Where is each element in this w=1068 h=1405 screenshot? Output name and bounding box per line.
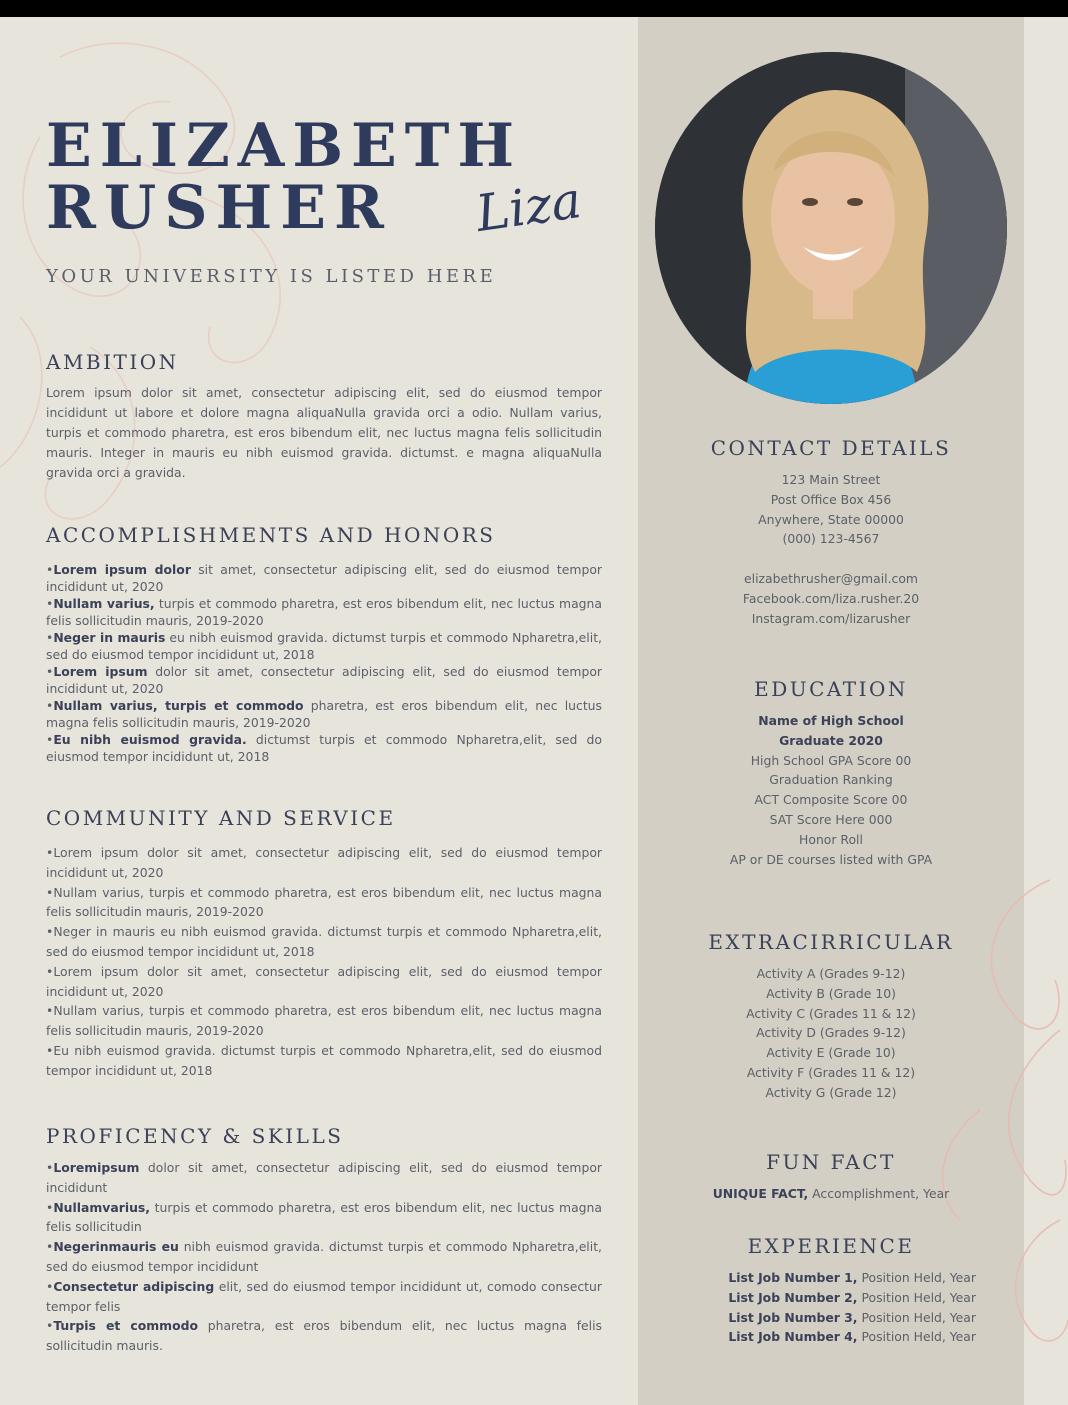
activity-item: Activity F (Grades 11 & 12) xyxy=(746,1064,916,1080)
skills-heading: PROFICENCY & SKILLS xyxy=(46,1124,344,1148)
education-heading: EDUCATION xyxy=(754,677,908,701)
list-item: • Nullam varius, turpis et commodo pharetra, est eros bibendum elit, nec luctus magna felis sollicitudin mauris, 2019-2020 xyxy=(46,883,602,923)
education-line: AP or DE courses listed with GPA xyxy=(729,851,933,867)
accomplishments-list xyxy=(46,561,602,765)
list-item: • Lorem ipsum dolor sit amet, consectetur adipiscing elit, sed do eiusmod tempor incididunt ut, 2020 xyxy=(46,962,602,1002)
education-line: Graduation Ranking xyxy=(769,772,893,788)
first-name: ELIZABETH xyxy=(46,111,523,181)
nickname-signature: Liza xyxy=(472,170,585,244)
address-street: 123 Main Street xyxy=(781,472,881,487)
list-item: • Nullamvarius, turpis et commodo pharetra, est eros bibendum elit, nec luctus magna felis sollicitudin xyxy=(46,1198,602,1238)
list-item: • Lorem ipsum dolor sit amet, consectetur adipiscing elit, sed do eiusmod tempor incididunt ut, 2020 xyxy=(46,561,602,595)
portrait-icon xyxy=(655,52,1007,404)
contact-online xyxy=(638,569,1024,628)
last-name: RUSHER xyxy=(46,173,392,243)
contact-address xyxy=(638,470,1024,549)
address-city: Anywhere, State 00000 xyxy=(758,511,904,527)
phone-number: (000) 123-4567 xyxy=(782,531,880,547)
education-line: High School GPA Score 00 xyxy=(750,752,912,768)
activity-item: Activity G (Grade 12) xyxy=(765,1084,897,1100)
list-item: • Neger in mauris eu nibh euismod gravida. dictumst turpis et commodo Npharetra,elit, sed do eiusmod tempor incididunt ut, 2018 xyxy=(46,922,602,962)
graduation-year: Graduate 2020 xyxy=(779,732,883,748)
activity-item: Activity C (Grades 11 & 12) xyxy=(746,1005,916,1021)
list-item: • Neger in mauris eu nibh euismod gravida. dictumst turpis et commodo Npharetra,elit, sed do eiusmod tempor incididunt ut, 2018 xyxy=(46,629,602,663)
list-item: List Job Number 4, Position Held, Year xyxy=(728,1329,976,1345)
list-item: • Lorem ipsum dolor sit amet, consectetur adipiscing elit, sed do eiusmod tempor incididunt ut, 2020 xyxy=(46,843,602,883)
list-item: • Lorem ipsum dolor sit amet, consectetur adipiscing elit, sed do eiusmod tempor incididunt ut, 2020 xyxy=(46,663,602,697)
facebook-text: Facebook.com/liza.rusher.20 xyxy=(742,590,920,606)
address-po-box: Post Office Box 456 xyxy=(770,491,892,507)
education-line: Honor Roll xyxy=(799,831,863,847)
email-text: elizabethrusher@gmail.com xyxy=(744,571,918,586)
floral-decoration-icon xyxy=(0,17,330,577)
experience-list xyxy=(638,1268,976,1347)
list-item: List Job Number 1, Position Held, Year xyxy=(728,1270,976,1285)
list-item: • Eu nibh euismod gravida. dictumst turpis et commodo Npharetra,elit, sed do eiusmod tempor incididunt ut, 2018 xyxy=(46,731,602,765)
list-item: • Nullam varius, turpis et commodo pharetra, est eros bibendum elit, nec luctus magna felis sollicitudin mauris, 2019-2020 xyxy=(46,595,602,629)
list-item: • Turpis et commodo pharetra, est eros bibendum elit, nec luctus magna felis sollicitudin mauris. xyxy=(46,1316,602,1356)
list-item: • Nullam varius, turpis et commodo pharetra, est eros bibendum elit, nec luctus magna felis sollicitudin mauris, 2019-2020 xyxy=(46,1001,602,1041)
education-line: ACT Composite Score 00 xyxy=(754,792,908,808)
list-item: • Negerinmauris eu nibh euismod gravida. dictumst turpis et commodo Npharetra,elit, sed do eiusmod tempor incididunt xyxy=(46,1237,602,1277)
instagram-text: Instagram.com/lizarusher xyxy=(751,610,911,626)
extracurricular-heading: EXTRACIRRICULAR xyxy=(708,930,954,954)
extracurricular-list xyxy=(638,964,1024,1103)
school-name: Name of High School xyxy=(758,713,904,728)
ambition-heading: AMBITION xyxy=(46,350,179,374)
community-heading: COMMUNITY AND SERVICE xyxy=(46,806,396,830)
activity-item: Activity D (Grades 9-12) xyxy=(756,1025,906,1041)
activity-item: Activity B (Grade 10) xyxy=(766,985,896,1001)
fun-fact-heading: FUN FACT xyxy=(766,1150,896,1174)
ambition-text: Lorem ipsum dolor sit amet, consectetur adipiscing elit, sed do eiusmod tempor incididunt ut labore et dolore magna aliquaNulla gravida orci a odio. Nullam varius, turpis et commodo pharetra, est eros bibendum elit, nec luctus magna felis sollicitudin mauris. Integer in mauris eu nibh euismod gravida. dictumst. e magna aliquaNulla gravida orci a gravida. xyxy=(46,385,602,480)
top-black-bar xyxy=(0,0,1068,17)
activity-item: Activity E (Grade 10) xyxy=(766,1045,896,1061)
list-item: • Consectetur adipiscing elit, sed do eiusmod tempor incididunt ut, comodo consectur tempor felis xyxy=(46,1277,602,1317)
education-details xyxy=(638,711,1024,869)
list-item: • Nullam varius, turpis et commodo pharetra, est eros bibendum elit, nec luctus magna felis sollicitudin mauris, 2019-2020 xyxy=(46,697,602,731)
education-line: SAT Score Here 000 xyxy=(769,811,893,827)
list-item: List Job Number 3, Position Held, Year xyxy=(728,1309,976,1325)
list-item: List Job Number 2, Position Held, Year xyxy=(728,1289,976,1305)
university-name: YOUR UNIVERSITY IS LISTED HERE xyxy=(46,266,497,287)
list-item: • Loremipsum dolor sit amet, consectetur adipiscing elit, sed do eiusmod tempor incididunt xyxy=(46,1158,602,1198)
contact-heading: CONTACT DETAILS xyxy=(710,436,952,460)
skills-list xyxy=(46,1158,602,1356)
fun-fact-text: UNIQUE FACT, Accomplishment, Year xyxy=(712,1186,950,1201)
accomplishments-heading: ACCOMPLISHMENTS AND HONORS xyxy=(46,523,496,547)
activity-item: Activity A (Grades 9-12) xyxy=(756,966,906,981)
list-item: • Eu nibh euismod gravida. dictumst turpis et commodo Npharetra,elit, sed do eiusmod tempor incididunt ut, 2018 xyxy=(46,1041,602,1081)
community-list xyxy=(46,843,602,1081)
experience-heading: EXPERIENCE xyxy=(747,1234,915,1258)
profile-photo xyxy=(655,52,1007,404)
